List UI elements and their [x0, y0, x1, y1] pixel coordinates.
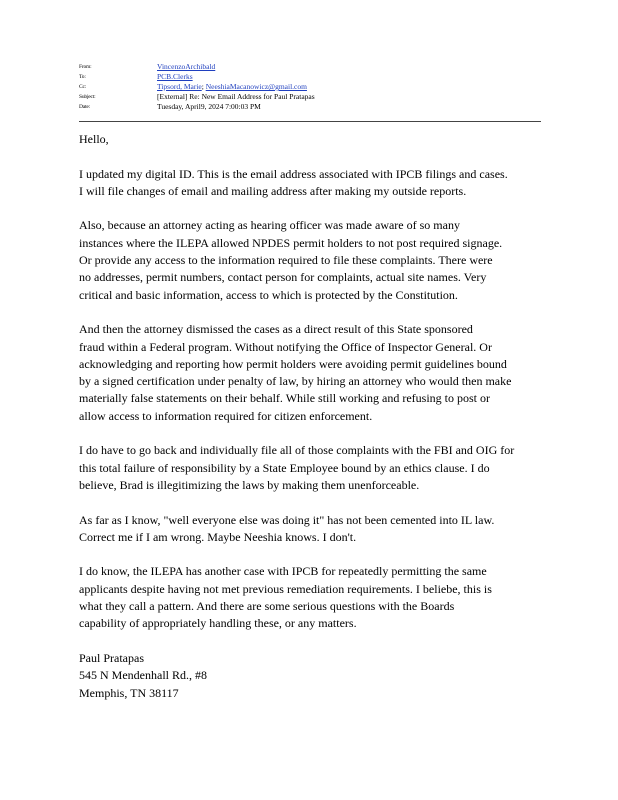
body-line: acknowledging and reporting how permit holders were avoiding permit guidelines bound [79, 356, 507, 371]
body-line: Also, because an attorney acting as hearing officer was made aware of so many [79, 218, 460, 233]
greeting: Hello, [79, 132, 109, 146]
body-line: I do know, the ILEPA has another case with IPCB for repeatedly permitting the same [79, 564, 487, 579]
body-line: And then the attorney dismissed the cases as a direct result of this State sponsored [79, 322, 473, 337]
paragraph-gap [79, 546, 549, 563]
cc-link-tipsord[interactable]: Tipsord, Marie [157, 82, 202, 91]
cc-link-macanowicz[interactable]: NeeshiaMacanowicz@gmail.com [205, 82, 307, 91]
to-link[interactable]: PCB.Clerks [157, 72, 193, 81]
email-body [79, 131, 549, 702]
paragraph-gap [79, 200, 549, 217]
signature-street: 545 N Mendenhall Rd., #8 [79, 668, 207, 683]
cc-values [157, 82, 307, 92]
date-value: Tuesday, April9, 2024 7:00:03 PM [157, 102, 261, 111]
paragraph-gap [79, 304, 549, 321]
body-line: no addresses, permit numbers, contact person for complaints, actual site names. Very [79, 270, 487, 285]
header-date-row [79, 102, 549, 112]
paragraph-gap [79, 425, 549, 442]
subject-label: Subject: [79, 94, 96, 100]
from-label: From: [79, 64, 92, 70]
paragraph-6 [79, 563, 549, 632]
body-line: what they call a pattern. And there are some serious questions with the Boards [79, 599, 455, 614]
header-divider [79, 121, 541, 122]
paragraph-1 [79, 166, 549, 201]
paragraph-3 [79, 321, 549, 425]
body-line: I do have to go back and individually file all of those complaints with the FBI and OIG for [79, 443, 515, 458]
body-line: applicants despite having not met previous remediation requirements. I beliebe, this is [79, 581, 492, 596]
header-subject-row [79, 92, 549, 102]
paragraph-gap [79, 494, 549, 511]
body-line: believe, Brad is illegitimizing the laws by making them unenforceable. [79, 477, 420, 492]
body-line: by a signed certification under penalty of law, by hiring an attorney who would then make [79, 374, 512, 389]
body-line: I updated my digital ID. This is the email address associated with IPCB filings and cases. [79, 166, 508, 181]
subject-value: [External] Re: New Email Address for Paul Pratapas [157, 92, 315, 101]
to-label: To: [79, 74, 86, 80]
paragraph-gap [79, 148, 549, 165]
body-line: allow access to information required for citizen enforcement. [79, 408, 373, 423]
header-to-row [79, 72, 549, 82]
body-line: fraud within a Federal program. Without notifying the Office of Inspector General. Or [79, 339, 492, 354]
cc-separator: ; [201, 82, 206, 91]
header-from-row [79, 62, 549, 72]
cc-label: Cc: [79, 84, 87, 90]
body-line: instances where the ILEPA allowed NPDES permit holders to not post required signage. [79, 235, 503, 250]
body-line: this total failure of responsibility by a State Employee bound by an ethics clause. I do [79, 460, 490, 475]
paragraph-gap [79, 633, 549, 650]
from-link[interactable]: VincenzoArchibald [157, 62, 216, 71]
header-cc-row [79, 82, 549, 92]
body-line: Correct me if I am wrong. Maybe Neeshia knows. I don't. [79, 529, 357, 544]
paragraph-2 [79, 217, 549, 303]
signature-name: Paul Pratapas [79, 650, 144, 665]
body-line: materially false statements on their behalf. While still working and refusing to post or [79, 391, 491, 406]
body-line: Or provide any access to the information required to file these complaints. There were [79, 253, 493, 268]
body-line: As far as I know, "well everyone else was doing it" has not been cemented into IL law. [79, 512, 495, 527]
date-label: Date: [79, 104, 90, 110]
paragraph-4 [79, 442, 549, 494]
body-line: critical and basic information, access to which is protected by the Constitution. [79, 287, 458, 302]
signature-block [79, 650, 549, 702]
paragraph-5 [79, 512, 549, 547]
email-header [79, 62, 549, 112]
body-line: I will file changes of email and mailing address after making my outside reports. [79, 183, 467, 198]
body-line: capability of appropriately handling these, or any matters. [79, 616, 357, 631]
signature-city: Memphis, TN 38117 [79, 685, 179, 700]
